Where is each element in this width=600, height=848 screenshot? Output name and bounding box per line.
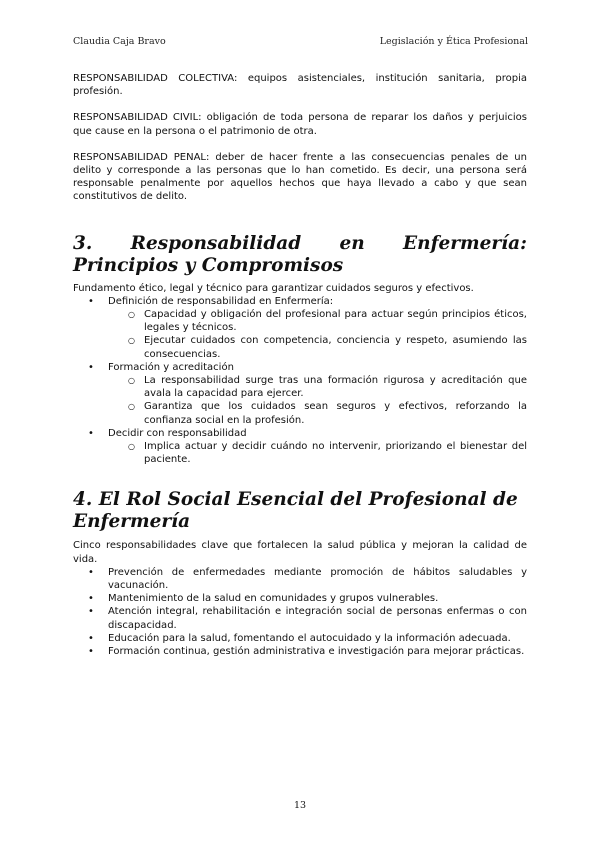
- definition-penal: RESPONSABILIDAD PENAL: deber de hacer frente a las consecuencias penales de un delito y corresponde a las personas que lo han cometido. Es decir, una persona será responsable penalmente por aquellos hechos que haya llevado a cabo y que sean constitutivos de delito.: [73, 151, 527, 203]
- sublist-item: ○ Implica actuar y decidir cuándo no intervenir, priorizando el bienestar del paciente.: [73, 440, 527, 466]
- list-item: [73, 295, 527, 361]
- header-subject: Legislación y Ética Profesional: [379, 36, 528, 47]
- list-item: • Educación para la salud, fomentando el autocuidado y la información adecuada.: [73, 632, 527, 645]
- list-item: [73, 361, 527, 427]
- section-4-list: [73, 566, 527, 658]
- list-item: • Formación continua, gestión administrativa e investigación para mejorar prácticas.: [73, 645, 527, 658]
- sublist-item: ○ Garantiza que los cuidados sean seguros y efectivos, reforzando la confianza social en la profesión.: [73, 400, 527, 426]
- sublist-item: ○ Capacidad y obligación del profesional para actuar según principios éticos, legales y técnicos.: [73, 308, 527, 334]
- list-item-label: Decidir con responsabilidad: [108, 427, 247, 439]
- sublist: [108, 308, 527, 361]
- list-item: • Prevención de enfermedades mediante promoción de hábitos saludables y vacunación.: [73, 566, 527, 592]
- page-number: 13: [293, 800, 307, 811]
- section-3-heading: 3. Responsabilidad en Enfermería: Principios y Compromisos: [73, 232, 527, 276]
- sublist: [108, 440, 527, 466]
- definition-civil: RESPONSABILIDAD CIVIL: obligación de toda persona de reparar los daños y perjuicios que cause en la persona o el patrimonio de otra.: [73, 112, 527, 137]
- sublist: [108, 374, 527, 427]
- page-content: [73, 72, 527, 658]
- header-author: Claudia Caja Bravo: [73, 36, 166, 47]
- definition-collective: RESPONSABILIDAD COLECTIVA: equipos asistenciales, institución sanitaria, propia profesión.: [73, 73, 527, 98]
- section-3-intro: Fundamento ético, legal y técnico para garantizar cuidados seguros y efectivos.: [73, 282, 474, 294]
- list-item: • Atención integral, rehabilitación e integración social de personas enfermas o con discapacidad.: [73, 605, 527, 631]
- list-item: [73, 427, 527, 467]
- sublist-item: ○ Ejecutar cuidados con competencia, conciencia y respeto, asumiendo las consecuencias.: [73, 334, 527, 360]
- list-item-label: Definición de responsabilidad en Enfermería:: [108, 295, 334, 307]
- section-3-list: [73, 295, 527, 467]
- list-item-label: Formación y acreditación: [108, 361, 234, 373]
- list-item: • Mantenimiento de la salud en comunidades y grupos vulnerables.: [73, 592, 527, 605]
- sublist-item: ○ La responsabilidad surge tras una formación rigurosa y acreditación que avala la capacidad para ejercer.: [73, 374, 527, 400]
- section-4-heading: 4. El Rol Social Esencial del Profesional de Enfermería: [73, 489, 518, 533]
- section-4-intro: Cinco responsabilidades clave que fortalecen la salud pública y mejoran la calidad de vida.: [73, 540, 527, 565]
